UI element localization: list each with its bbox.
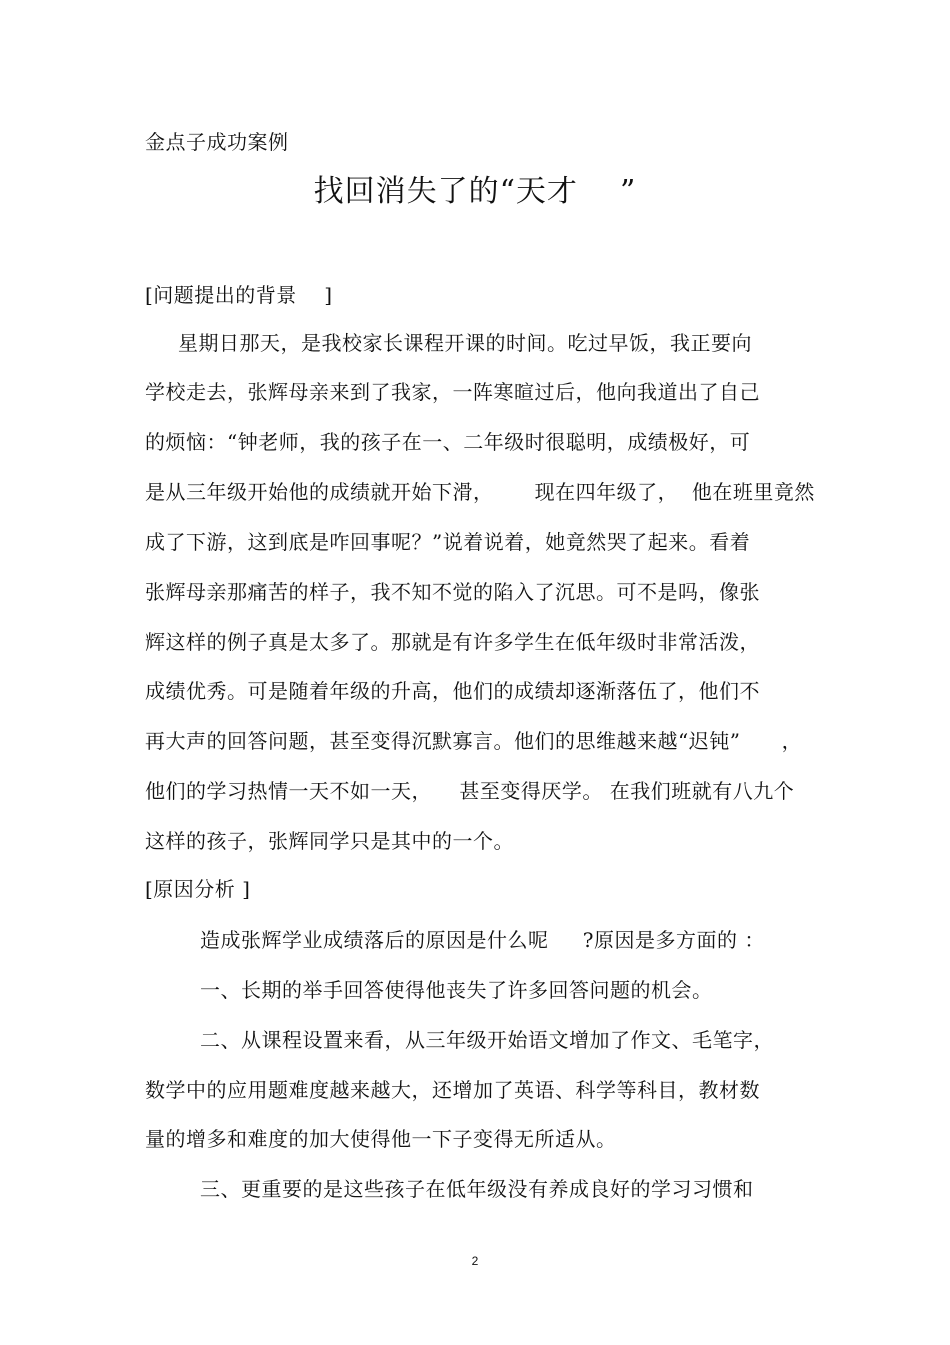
paragraph-line: 他们的学习热情一天不如一天， 甚至变得厌学。 在我们班就有八九个 xyxy=(145,779,795,803)
reason-item-2-line: 量的增多和难度的加大使得他一下子变得无所适从。 xyxy=(145,1127,617,1151)
reason-item-2-line: 二、从课程设置来看，从三年级开始语文增加了作文、毛笔字， xyxy=(200,1028,774,1052)
document-title: 找回消失了的“天才 ” xyxy=(313,174,637,209)
paragraph-line: 星期日那天，是我校家长课程开课的时间。吃过早饭，我正要向 xyxy=(178,331,752,355)
reason-item-3-line: 三、更重要的是这些孩子在低年级没有养成良好的学习习惯和 xyxy=(200,1177,754,1201)
paragraph-line: 是从三年级开始他的成绩就开始下滑， 现在四年级了， 他在班里竟然 xyxy=(145,480,815,504)
paragraph-line: 张辉母亲那痛苦的样子，我不知不觉的陷入了沉思。可不是吗，像张 xyxy=(145,580,760,604)
page-number: 2 xyxy=(471,1254,479,1268)
section-heading-background: [问题提出的背景 ] xyxy=(145,283,333,307)
category-heading: 金点子成功案例 xyxy=(145,130,289,154)
analysis-intro: 造成张辉学业成绩落后的原因是什么呢 ?原因是多方面的 ： xyxy=(200,928,765,952)
section-heading-analysis: [原因分析 ] xyxy=(145,877,251,901)
paragraph-line: 这样的孩子，张辉同学只是其中的一个。 xyxy=(145,829,514,853)
reason-item-2-line: 数学中的应用题难度越来越大，还增加了英语、科学等科目，教材数 xyxy=(145,1078,760,1102)
paragraph-line: 再大声的回答问题，甚至变得沉默寡言。他们的思维越来越“迟钝” ， xyxy=(145,729,803,753)
paragraph-line: 学校走去，张辉母亲来到了我家，一阵寒暄过后，他向我道出了自己 xyxy=(145,380,760,404)
reason-item-1: 一、长期的举手回答使得他丧失了许多回答问题的机会。 xyxy=(200,978,713,1002)
paragraph-line: 成了下游，这到底是咋回事呢？”说着说着，她竟然哭了起来。看着 xyxy=(145,530,751,554)
paragraph-line: 成绩优秀。可是随着年级的升高，他们的成绩却逐渐落伍了，他们不 xyxy=(145,679,760,703)
paragraph-line: 辉这样的例子真是太多了。那就是有许多学生在低年级时非常活泼， xyxy=(145,630,760,654)
paragraph-line: 的烦恼：“钟老师，我的孩子在一、二年级时很聪明，成绩极好，可 xyxy=(145,430,751,454)
